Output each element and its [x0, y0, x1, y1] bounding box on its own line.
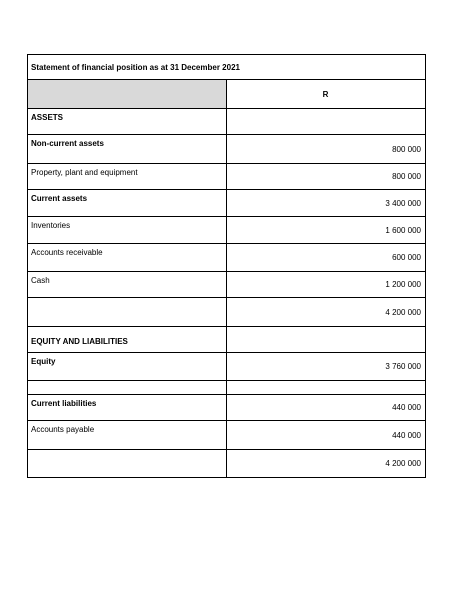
row-label: Cash — [28, 272, 227, 298]
table-row — [28, 109, 426, 135]
row-label: Non-current assets — [28, 135, 227, 164]
table-row — [28, 272, 426, 298]
currency-header: R — [227, 80, 426, 109]
table-row — [28, 421, 426, 450]
total-assets-amount: 4 200 000 — [227, 298, 426, 327]
row-label: Property, plant and equipment — [28, 164, 227, 190]
table-row — [28, 353, 426, 381]
table-row — [28, 298, 426, 327]
table-row — [28, 450, 426, 478]
total-equity-liabilities-amount: 4 200 000 — [227, 450, 426, 478]
row-amount: 800 000 — [227, 135, 426, 164]
row-label: Accounts receivable — [28, 244, 227, 272]
row-label: Accounts payable — [28, 421, 227, 450]
title-row — [28, 55, 426, 80]
row-amount: 1 200 000 — [227, 272, 426, 298]
row-amount: 440 000 — [227, 421, 426, 450]
table-row — [28, 327, 426, 353]
row-label: Current liabilities — [28, 395, 227, 421]
header-label-cell — [28, 80, 227, 109]
row-label — [28, 298, 227, 327]
row-amount: 600 000 — [227, 244, 426, 272]
row-amount: 440 000 — [227, 395, 426, 421]
row-label: Current assets — [28, 190, 227, 217]
table-row — [28, 135, 426, 164]
row-amount: 3 400 000 — [227, 190, 426, 217]
statement-table — [27, 54, 426, 478]
row-label: Equity — [28, 353, 227, 381]
row-label — [28, 450, 227, 478]
table-row — [28, 395, 426, 421]
table-row — [28, 244, 426, 272]
row-amount — [227, 327, 426, 353]
statement-title: Statement of financial position as at 31 December 2021 — [28, 55, 426, 80]
header-row — [28, 80, 426, 109]
table-row — [28, 217, 426, 244]
row-amount: 800 000 — [227, 164, 426, 190]
table-row — [28, 190, 426, 217]
row-label: ASSETS — [28, 109, 227, 135]
financial-statement — [27, 54, 426, 478]
row-label: Inventories — [28, 217, 227, 244]
table-row — [28, 381, 426, 395]
row-amount — [227, 381, 426, 395]
row-label — [28, 381, 227, 395]
row-amount: 3 760 000 — [227, 353, 426, 381]
row-amount — [227, 109, 426, 135]
row-amount: 1 600 000 — [227, 217, 426, 244]
row-label: EQUITY AND LIABILITIES — [28, 327, 227, 353]
table-row — [28, 164, 426, 190]
